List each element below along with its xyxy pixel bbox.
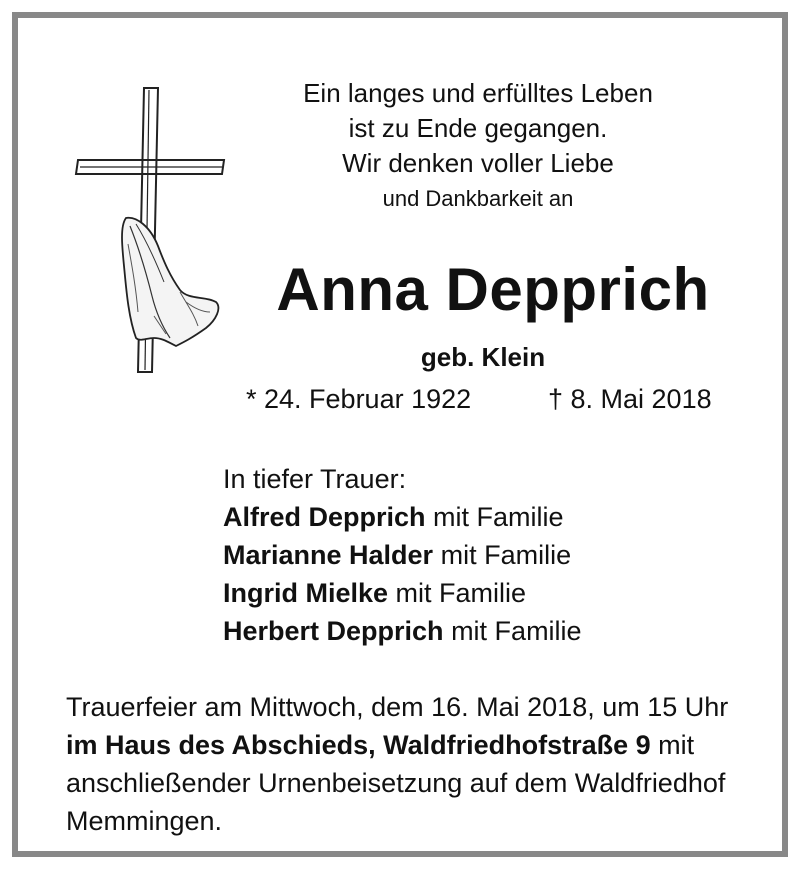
- service-text: mit anschließender Urnenbeisetzung auf dem Waldfriedhof Memmingen.: [66, 730, 726, 836]
- intro-text: [268, 76, 688, 216]
- intro-line: Ein langes und erfülltes Leben: [303, 78, 653, 108]
- cross-with-praying-hands-icon: [66, 76, 236, 386]
- mourners-list: [223, 460, 582, 650]
- mourner-entry: [223, 612, 582, 650]
- birth-date: * 24. Februar 1922: [246, 384, 472, 414]
- mourner-name: Marianne Halder: [223, 540, 434, 570]
- service-location: im Haus des Abschieds, Waldfriedhofstraße 9: [66, 730, 651, 760]
- mourner-entry: [223, 498, 582, 536]
- mourner-name: Alfred Depprich: [223, 502, 426, 532]
- intro-line: Wir denken voller Liebe: [342, 148, 614, 178]
- mourner-name: Herbert Depprich: [223, 616, 444, 646]
- intro-line: ist zu Ende gegangen.: [348, 113, 608, 143]
- mourner-suffix: mit Familie: [433, 540, 572, 570]
- deceased-name: Anna Depprich: [276, 256, 710, 323]
- mourner-suffix: mit Familie: [425, 502, 564, 532]
- intro-line: und Dankbarkeit an: [382, 186, 574, 211]
- mourner-name: Ingrid Mielke: [223, 578, 389, 608]
- mourners-heading: In tiefer Trauer:: [223, 464, 407, 494]
- mourner-entry: [223, 536, 582, 574]
- obituary-frame: [12, 12, 788, 857]
- service-text: Trauerfeier am Mittwoch, dem 16. Mai 2018, um 15 Uhr: [66, 692, 729, 722]
- mourner-suffix: mit Familie: [443, 616, 582, 646]
- death-date: † 8. Mai 2018: [548, 384, 712, 414]
- service-info: [66, 688, 756, 840]
- mourner-suffix: mit Familie: [388, 578, 527, 608]
- birth-name: geb. Klein: [420, 342, 546, 372]
- mourner-entry: [223, 574, 582, 612]
